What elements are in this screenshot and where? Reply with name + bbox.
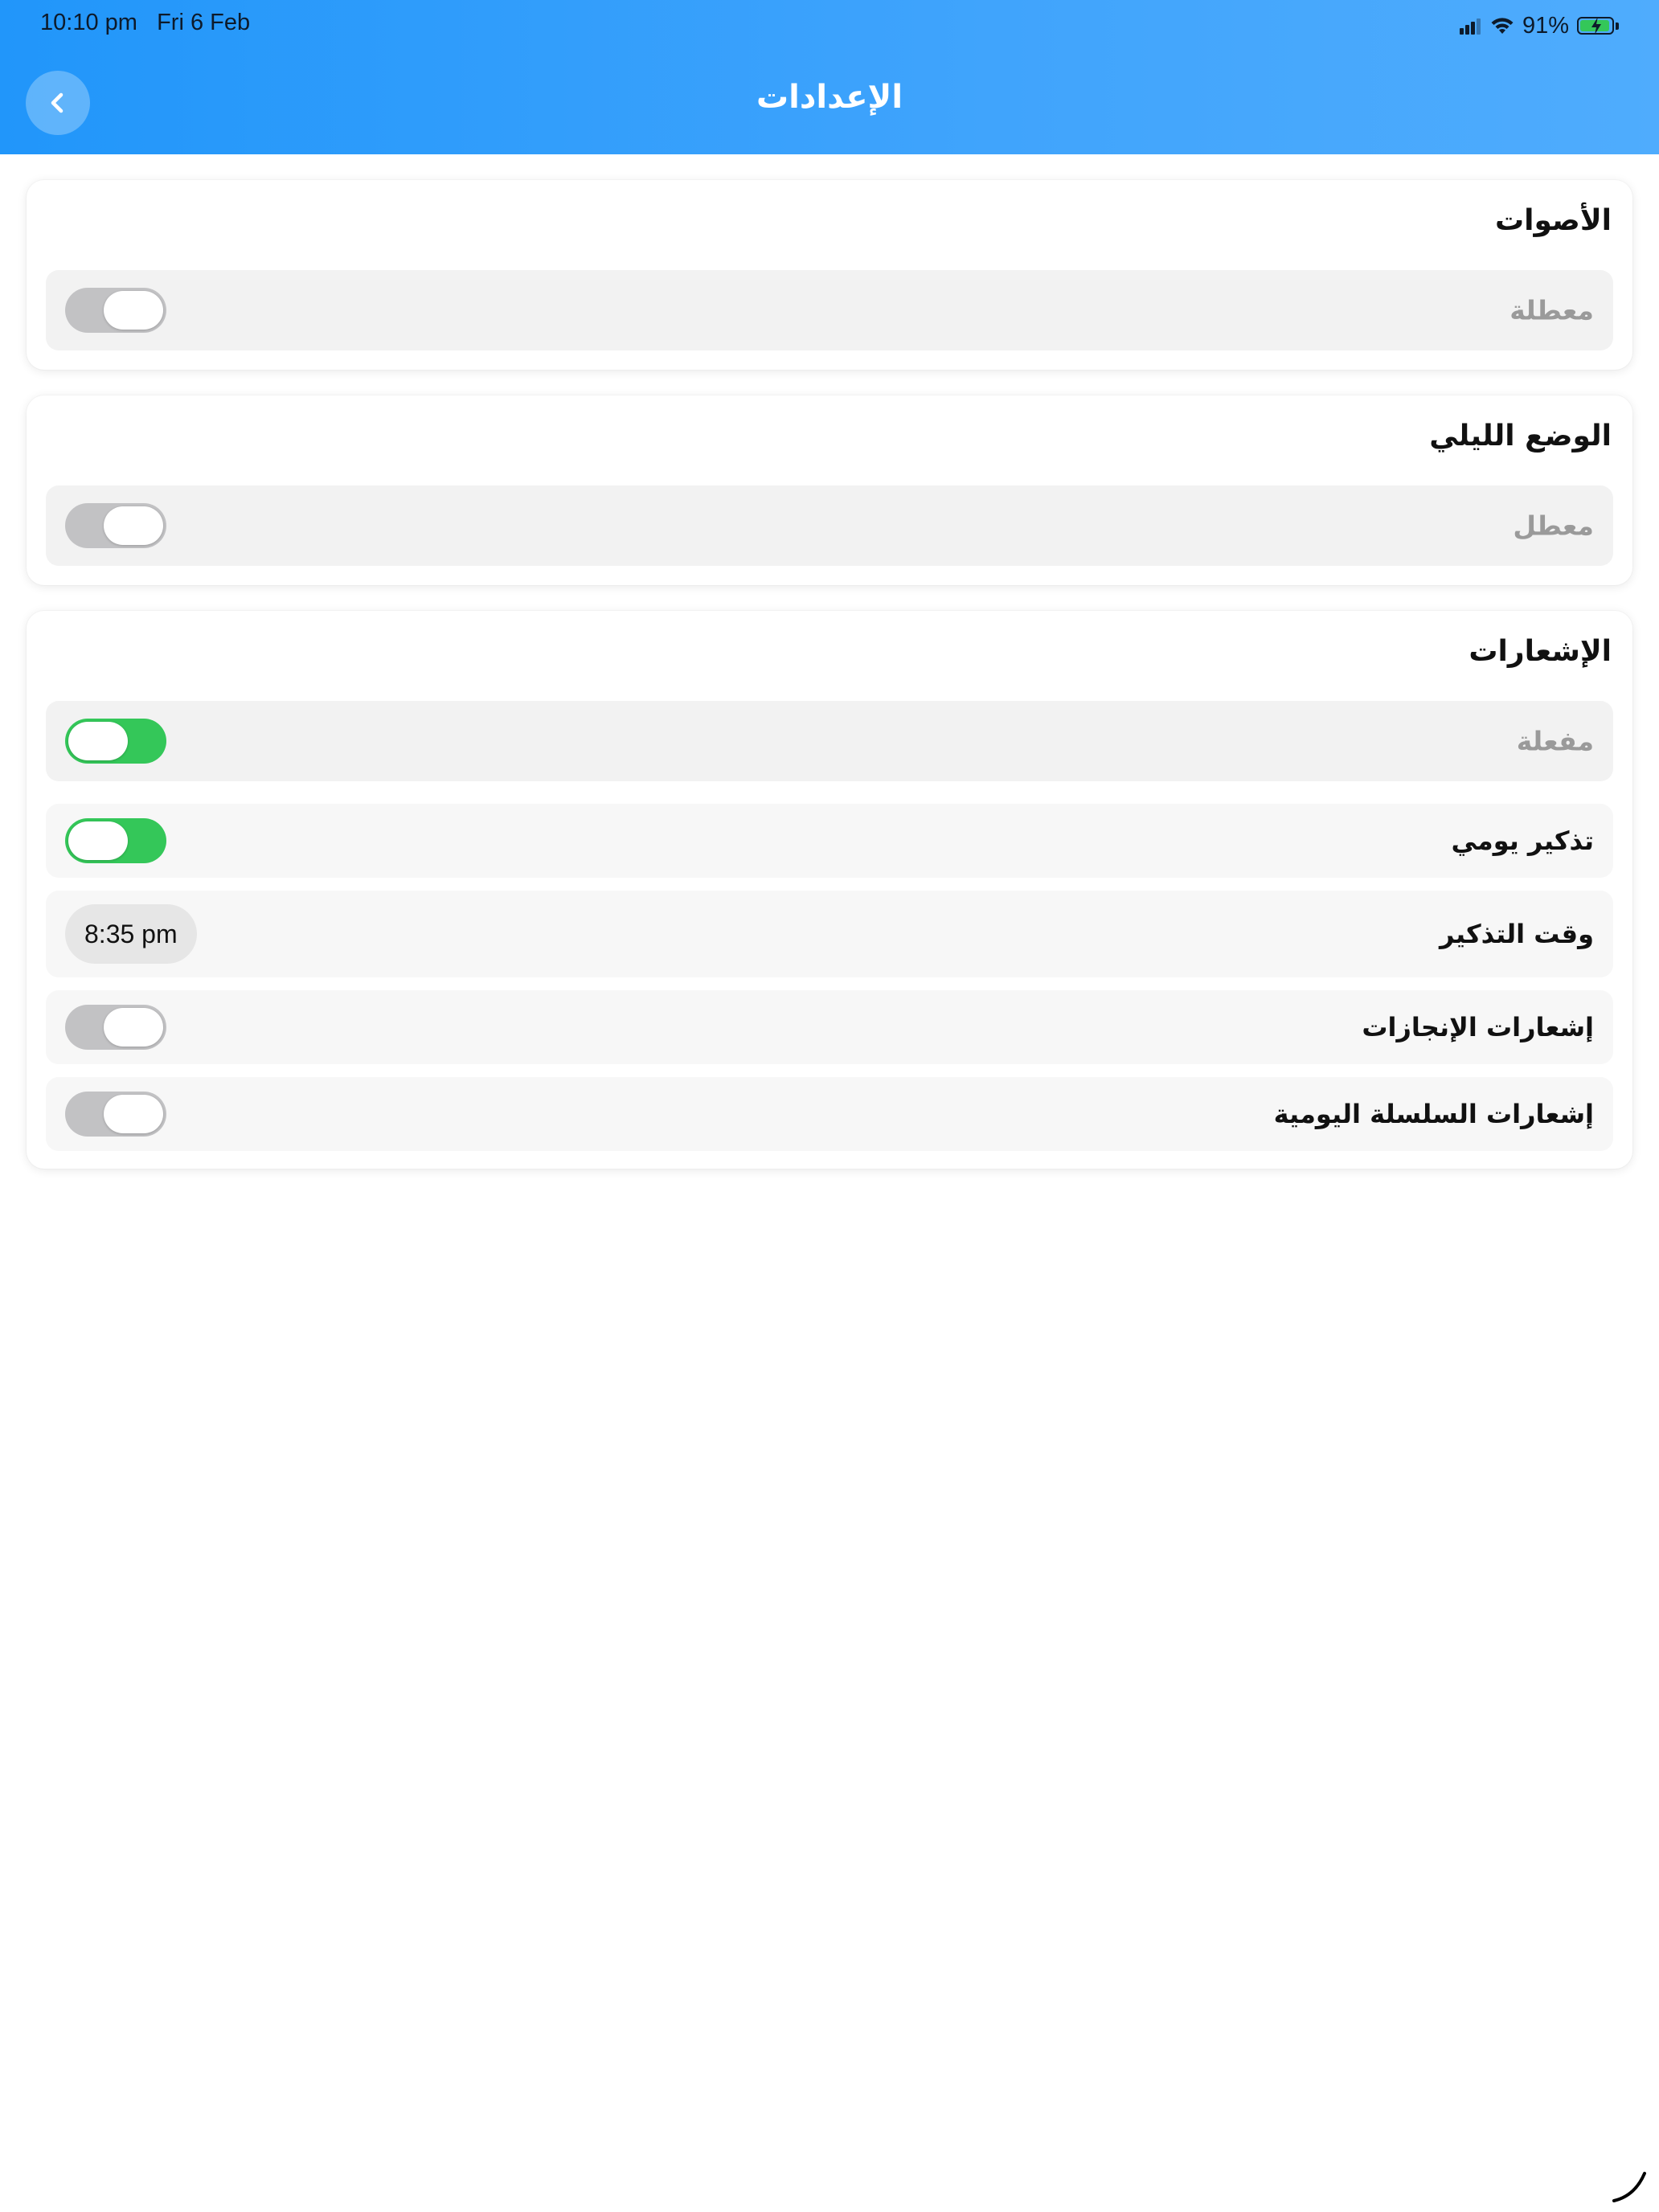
achievements-toggle[interactable]: [65, 1005, 166, 1050]
reminder-time-picker[interactable]: 8:35 pm: [65, 904, 197, 964]
notifications-status-label: مفعلة: [1516, 725, 1594, 757]
header-bar: [0, 0, 1659, 154]
cellular-signal-icon: [1460, 17, 1482, 35]
achievements-row: [46, 990, 1613, 1064]
status-time: [40, 10, 250, 36]
status-date-text: Fri 6 Feb: [157, 10, 251, 35]
notifications-toggle-row: [46, 701, 1613, 781]
toggle-knob: [104, 506, 163, 545]
toggle-knob: [104, 1008, 163, 1047]
toggle-knob: [104, 291, 163, 330]
battery-tip: [1616, 23, 1619, 30]
night-mode-title: الوضع الليلي: [1429, 420, 1612, 453]
night-mode-toggle[interactable]: [65, 503, 166, 548]
reminder-time-row: [46, 891, 1613, 977]
daily-reminder-row: [46, 804, 1613, 878]
achievements-label: إشعارات الإنجازات: [1362, 1012, 1594, 1043]
night-mode-status-label: معطل: [1513, 510, 1594, 542]
daily-streak-toggle[interactable]: [65, 1092, 166, 1137]
wifi-icon: [1490, 16, 1514, 35]
toggle-knob: [104, 1095, 163, 1133]
toggle-knob: [68, 722, 128, 760]
toggle-knob: [68, 821, 128, 860]
notifications-card: [27, 611, 1632, 1169]
notifications-title: الإشعارات: [1469, 635, 1612, 668]
daily-streak-row: [46, 1077, 1613, 1151]
daily-reminder-toggle[interactable]: [65, 818, 166, 863]
status-time-text: 10:10 pm: [40, 10, 137, 35]
reminder-time-label: وقت التذكير: [1440, 919, 1594, 949]
sounds-title: الأصوات: [1494, 204, 1612, 237]
page-title: الإعدادات: [756, 79, 903, 116]
sounds-toggle[interactable]: [65, 288, 166, 333]
night-mode-card: [27, 395, 1632, 585]
battery-percentage: 91%: [1522, 12, 1569, 39]
corner-gesture-icon: [1611, 2164, 1651, 2204]
battery-charging-icon: [1577, 17, 1614, 35]
sounds-toggle-row: [46, 270, 1613, 350]
notifications-toggle[interactable]: [65, 719, 166, 764]
sounds-status-label: معطلة: [1509, 294, 1594, 326]
daily-streak-label: إشعارات السلسلة اليومية: [1273, 1099, 1594, 1129]
sounds-card: [27, 180, 1632, 370]
daily-reminder-label: تذكير يومي: [1451, 825, 1594, 856]
status-indicators: [1460, 11, 1619, 40]
night-mode-toggle-row: [46, 485, 1613, 566]
